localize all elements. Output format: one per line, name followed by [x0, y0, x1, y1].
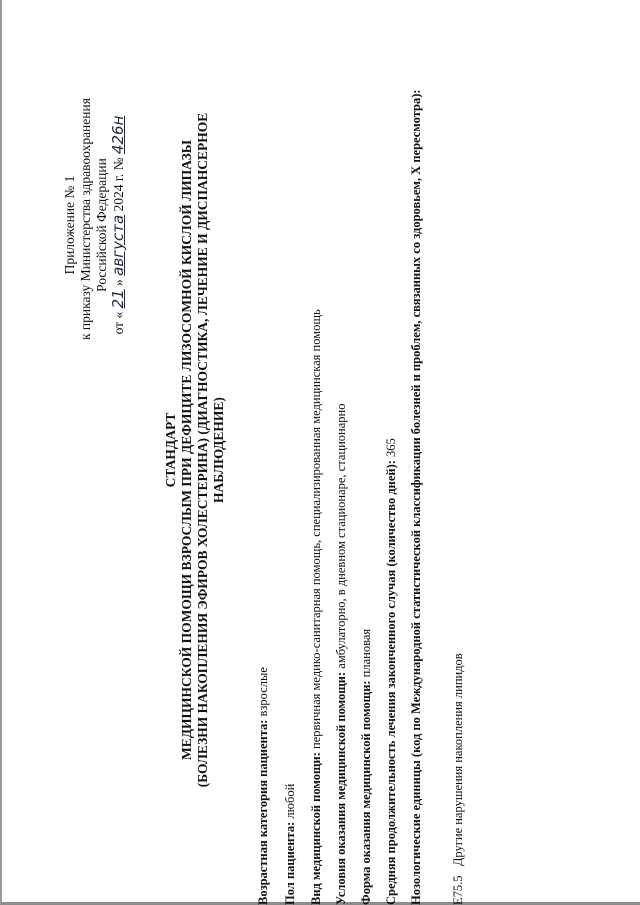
field-sex: Пол пациента: любой	[283, 783, 297, 905]
icd-code: E75.5	[451, 875, 465, 905]
field-care-conditions: Условия оказания медицинской помощи: амбулаторно, в дневном стационаре, стационарно	[334, 403, 348, 905]
annex-federation: Российской Федерации	[94, 158, 109, 292]
field-treatment-duration: Средняя продолжительность лечения законченного случая (количество дней): 365	[384, 438, 398, 905]
title-line-2: (БОЛЕЗНИ НАКОПЛЕНИЯ ЭФИРОВ ХОЛЕСТЕРИНА) (ДИАГНОСТИКА, ЛЕЧЕНИЕ И ДИСПАНСЕРНОЕ	[195, 112, 210, 788]
standard-title	[163, 35, 227, 865]
field-age-category: Возрастная категория пациента: взрослые	[256, 667, 270, 905]
title-heading: СТАНДАРТ	[163, 412, 178, 488]
field-nosology: Нозологические единицы (код по Международной статистической классификации болезней и проблем, связанных со здоровьем, X пересмотра):	[409, 89, 423, 905]
annex-number: Приложение № 1	[62, 175, 77, 275]
icd-code-description: Другие нарушения накопления липидов	[451, 653, 465, 867]
title-line-3: НАБЛЮДЕНИЕ)	[211, 397, 226, 503]
handwritten-month: августа	[109, 214, 127, 276]
handwritten-day: 21	[109, 289, 127, 309]
annex-header	[62, 98, 127, 340]
title-line-1: МЕДИЦИНСКОЙ ПОМОЩИ ВЗРОСЛЫМ ПРИ ДЕФИЦИТЕ ЛИЗОСОМНОЙ КИСЛОЙ ЛИПАЗЫ	[179, 140, 194, 760]
field-care-form: Форма оказания медицинской помощи: плановая	[359, 628, 373, 905]
handwritten-order-number: 426н	[109, 115, 127, 155]
field-care-type: Вид медицинской помощи: первичная медико-санитарная помощь, специализированная медицинская помощь	[309, 309, 323, 905]
annex-date-line: от « 21 » августа 2024 г. № 426н	[109, 115, 127, 335]
field-icd-code-row	[450, 653, 466, 905]
annex-order-ref: к приказу Министерства здравоохранения	[78, 98, 93, 340]
